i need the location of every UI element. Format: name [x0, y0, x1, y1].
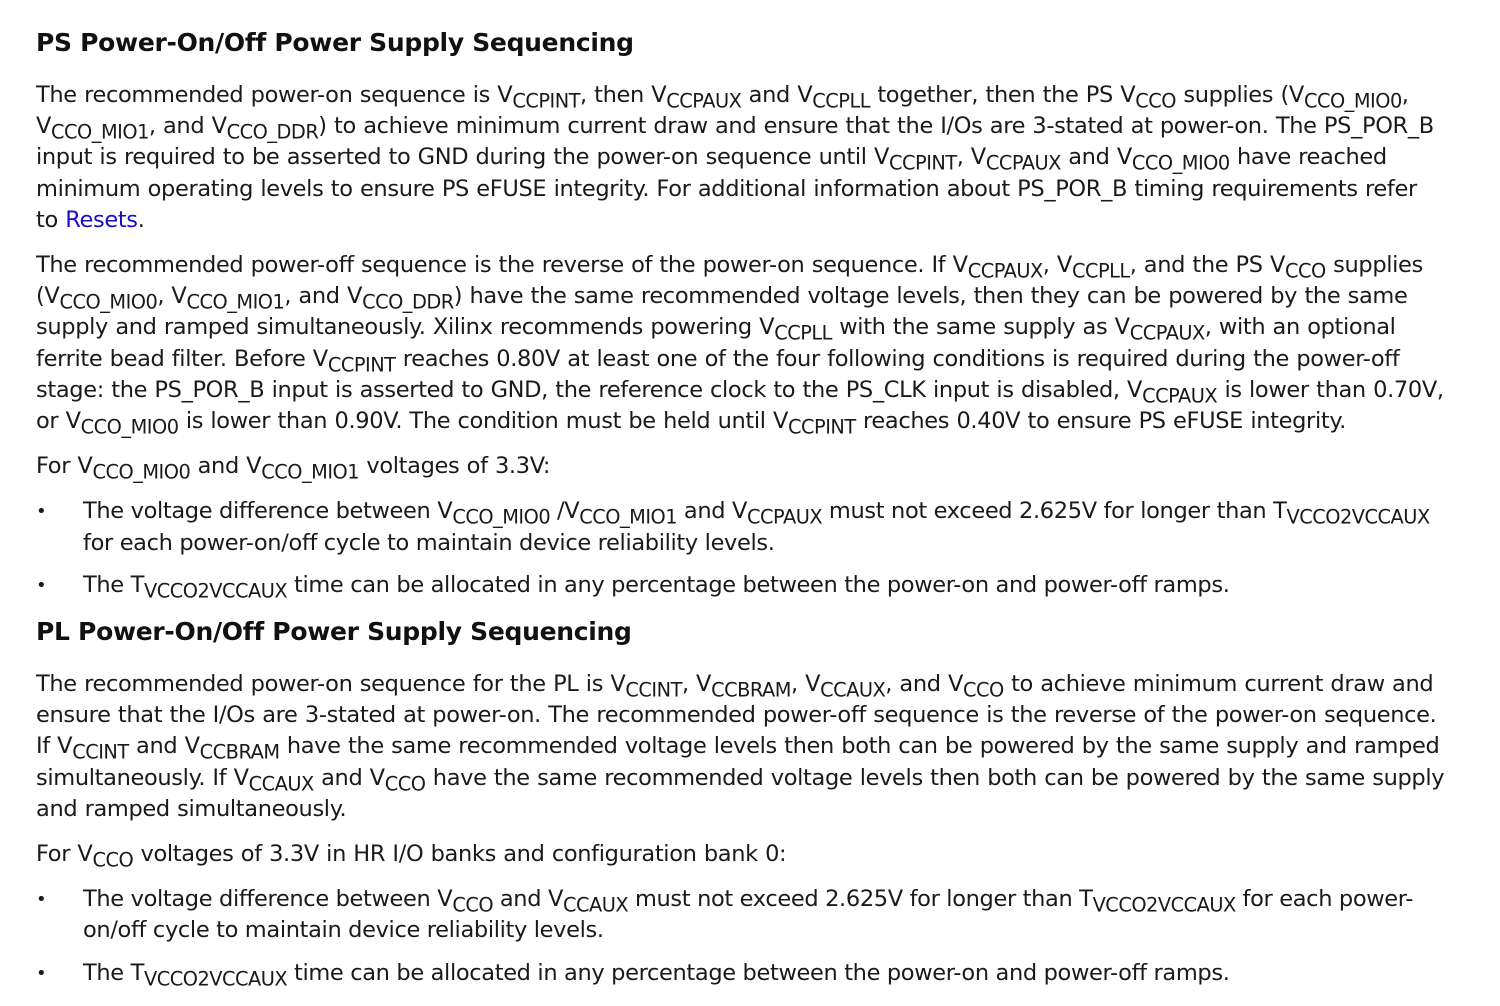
list-item: • The $T_{VCCO2VCCAUX}$ time can be allocated in any percentage between the power-on and power-off ramps.: [36, 959, 1230, 991]
pl-vcco-voltage-intro: For $V_{CCO}$ voltages of 3.3V in HR I/O banks and configuration bank 0:: [36, 841, 787, 872]
bullet-glyph: •: [36, 962, 47, 984]
list-item: • The voltage difference between $V_{CCO\_MIO0}$ $/V_{CCO\_MIO1}$ and $V_{CCPAUX}$ must not exceed 2.625V for longer than $T_{VCCO2VCCAUX}$ for each power-on/off cycle to maintain device reliability levels.: [36, 498, 1430, 556]
list-item: • The $T_{VCCO2VCCAUX}$ time can be allocated in any percentage between the power-on and power-off ramps.: [36, 571, 1230, 603]
bullet-glyph: •: [36, 889, 47, 911]
pl-section-heading: PL Power-On/Off Power Supply Sequencing: [36, 617, 632, 647]
bullet-glyph: •: [36, 501, 47, 523]
list-item: • The voltage difference between $V_{CCO}$ and $V_{CCAUX}$ must not exceed 2.625V for longer than $T_{VCCO2VCCAUX}$ for each power-on/off cycle to maintain device reliability levels.: [36, 886, 1414, 944]
document-body: [36, 0, 1446, 1000]
ps-power-off-paragraph: The recommended power-off sequence is the reverse of the power-on sequence. If $V_{CCPAUX}$, $V_{CCPLL}$, and the PS $V_{CCO}$ supplies ($V_{CCO\_MIO0}$, $V_{CCO\_MIO1}$, and $V_{CCO\_DDR}$) have the same recommended voltage levels, then they can be powered by the same supply and ramped simultaneously. Xilinx recommends powering $V_{CCPLL}$ with the same supply as $V_{CCPAUX}$, with an optional ferrite bead filter. Before $V_{CCPINT}$ reaches 0.80V at least one of the four following conditions is required during the power-off stage: the PS_POR_B input is asserted to GND, the reference clock to the PS_CLK input is disabled, $V_{CCPAUX}$ is lower than 0.70V, or $V_{CCO\_MIO0}$ is lower than 0.90V. The condition must be held until $V_{CCPINT}$ reaches 0.40V to ensure PS eFUSE integrity.: [36, 252, 1444, 439]
bullet-glyph: •: [36, 574, 47, 596]
resets-link[interactable]: Resets: [65, 206, 138, 233]
pl-power-sequence-paragraph: The recommended power-on sequence for the PL is $V_{CCINT}$, $V_{CCBRAM}$, $V_{CCAUX}$, and $V_{CCO}$ to achieve minimum current draw and ensure that the I/Os are 3-stated at power-on. The recommended power-off sequence is the reverse of the power-on sequence. If $V_{CCINT}$ and $V_{CCBRAM}$ have the same recommended voltage levels then both can be powered by the same supply and ramped simultaneously. If $V_{CCAUX}$ and $V_{CCO}$ have the same recommended voltage levels then both can be powered by the same supply and ramped simultaneously.: [36, 671, 1445, 822]
ps-vcco-voltage-intro: For $V_{CCO\_MIO0}$ and $V_{CCO\_MIO1}$ voltages of 3.3V:: [36, 453, 551, 484]
pl-bullet-list: [36, 884, 1446, 989]
ps-power-on-paragraph: The recommended power-on sequence is $V_{CCPINT}$, then $V_{CCPAUX}$ and $V_{CCPLL}$ together, then the PS $V_{CCO}$ supplies ($V_{CCO\_MIO0}$, $V_{CCO\_MIO1}$, and $V_{CCO\_DDR}$) to achieve minimum current draw and ensure that the I/Os are 3-stated at power-on. The PS_POR_B input is required to be asserted to GND during the power-on sequence until $V_{CCPINT}$, $V_{CCPAUX}$ and $V_{CCO\_MIO0}$ have reached minimum operating levels to ensure PS eFUSE integrity. For additional information about PS_POR_B timing requirements refer to Resets.: [36, 82, 1434, 233]
ps-bullet-list: [36, 496, 1446, 601]
ps-section-heading: PS Power-On/Off Power Supply Sequencing: [36, 28, 634, 57]
